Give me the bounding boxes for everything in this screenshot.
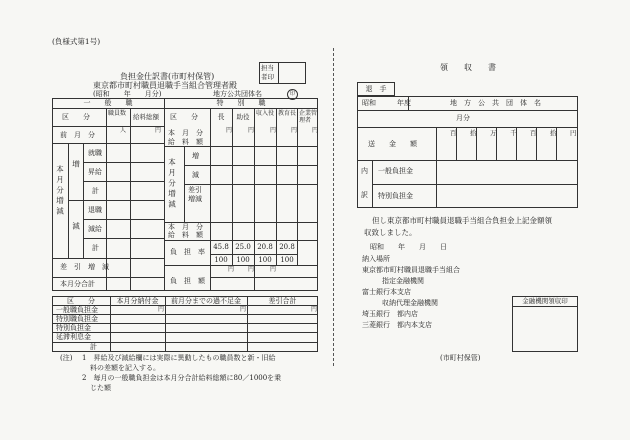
unit-yen-s1: 円 — [226, 127, 233, 134]
note-line-4: じた額 — [90, 384, 111, 392]
era-year: 昭和 年度 — [362, 99, 411, 107]
burden-rate-label: 負 担 率 — [170, 248, 205, 256]
breakdown-side-2: 訳 — [361, 191, 368, 199]
summary-unit-2: 円 — [240, 306, 247, 313]
digit-man: 万 — [490, 129, 497, 137]
summary-row-interest: 延滞利息金 — [56, 333, 91, 341]
current-special-1: 本 月 分 — [168, 223, 203, 231]
burden-amount-label: 負 担 額 — [170, 277, 205, 285]
unit-yen-s5: 円 — [312, 127, 319, 134]
prev-special-1: 本 月 分 — [168, 129, 203, 137]
statement-line-1: 但し東京都市町村職員退職手当組合負担金上記金額領 — [372, 216, 552, 225]
breakdown-special: 特別負担金 — [378, 192, 413, 200]
denom-treasurer: 100 — [258, 256, 272, 264]
denom-vice: 100 — [236, 256, 250, 264]
org-name-label: 地 方 公 共 団 体 名 — [450, 99, 541, 107]
special-kubun: 区 分 — [170, 113, 198, 121]
unit-yen-b3: 円 — [270, 266, 277, 273]
breakdown-general: 一般負担金 — [378, 167, 413, 175]
receipt-title: 領 収 書 — [440, 63, 496, 72]
unit-yen-s2: 円 — [248, 127, 255, 134]
form-number: (負様式第1号) — [52, 37, 101, 46]
bank-mitsubishi: 三菱銀行 都内本支店 — [362, 321, 432, 329]
breakdown-side-1: 内 — [361, 167, 368, 175]
denom-chief: 100 — [214, 256, 228, 264]
period: (昭和 年 月分) — [93, 90, 162, 98]
unit-yen-b1: 円 — [228, 266, 235, 273]
rate-vice: 25.0 — [235, 243, 251, 251]
inspector-label-1: 担当 — [261, 64, 274, 72]
denom-education: 100 — [280, 256, 294, 264]
digit-hundred-1: 百 — [450, 129, 457, 137]
unit-person: 人 — [120, 127, 127, 134]
current-special-2: 給 料 額 — [168, 231, 203, 239]
special-chief: 長 — [217, 113, 225, 121]
dec-label: 減 — [71, 222, 81, 233]
rate-treasurer: 20.8 — [257, 243, 273, 251]
special-education: 教育長 — [278, 110, 297, 117]
form-title: 負担金仕訳書(市町村保管) — [120, 72, 215, 81]
receipt-stamp-label: 金融機関領収印 — [522, 297, 568, 305]
inc-label: 増 — [71, 160, 81, 171]
inc-item-total: 計 — [92, 187, 99, 195]
unit-yen-s4: 円 — [291, 127, 298, 134]
payee-name: 東京都市町村職員退職手当組合 — [362, 266, 460, 274]
dec-item-total: 計 — [92, 244, 99, 252]
org-line: 地方公共団体名 — [213, 90, 262, 98]
payee-place: 納入場所 — [362, 255, 390, 263]
summary-row-general: 一般職負担金 — [56, 306, 98, 314]
digit-ten-1: 拾 — [470, 129, 477, 137]
special-net: 差引増減 — [188, 186, 202, 203]
digit-ten-2: 拾 — [550, 129, 557, 137]
general-count-header: 職員数 — [108, 110, 127, 117]
month-total-label: 本月分合計 — [60, 280, 95, 288]
inspector-label-2: 者印 — [261, 73, 274, 81]
amount-label: 送 金 額 — [368, 140, 417, 148]
agent-label: 収納代理金融機関 — [382, 299, 438, 307]
note-line-3: 2 毎月の一般職負担金は本月分合計給料総額に80／1000を乗 — [82, 374, 282, 382]
summary-header-kubun: 区 分 — [67, 297, 95, 305]
rate-education: 20.8 — [279, 243, 295, 251]
inc-item-raise: 昇給 — [88, 168, 102, 176]
summary-row-special: 特別職負担金 — [56, 315, 98, 323]
net-change-label: 差 引 増 減 — [60, 263, 109, 271]
general-header: 一 般 職 — [83, 99, 133, 107]
bank-fuji: 富士銀行本支店 — [362, 288, 411, 296]
designated-label: 指定金融機関 — [382, 277, 424, 285]
summary-header-payment: 本月分納付金 — [116, 297, 159, 305]
rate-chief: 45.8 — [213, 243, 229, 251]
summary-unit-1: 円 — [158, 306, 165, 313]
special-inc: 増 — [192, 152, 199, 160]
perforation-line — [333, 48, 334, 366]
digit-yen: 円 — [570, 129, 577, 137]
general-total-header: 給料総額 — [133, 113, 159, 121]
month-label: 月分 — [456, 114, 470, 122]
notes-label: (注) — [60, 354, 73, 362]
receipt-footer: (市町村保管) — [440, 354, 481, 362]
prev-month-label: 前 月 分 — [60, 131, 95, 139]
special-header: 特 別 職 — [216, 99, 266, 107]
unit-yen-general: 円 — [155, 127, 162, 134]
date-line: 昭和 年 月 日 — [370, 243, 447, 251]
inc-item-hire: 就職 — [88, 149, 102, 157]
unit-yen-s3: 円 — [270, 127, 277, 134]
prev-special-2: 給 料 額 — [168, 138, 203, 146]
bank-saitama: 埼玉銀行 都内店 — [362, 310, 418, 318]
statement-line-2: 収致しました。 — [364, 228, 417, 237]
note-line-2: 料の差額を記入する。 — [90, 364, 160, 372]
receipt-tab-label: 退 手 — [365, 85, 387, 93]
special-treasurer: 収入役 — [256, 110, 275, 117]
special-dec: 減 — [192, 171, 199, 179]
digit-thousand: 千 — [510, 129, 517, 137]
summary-header-adjust: 前月分までの過不足金 — [171, 297, 241, 305]
unit-yen-b2: 円 — [248, 266, 255, 273]
side-label: 本月分増減 — [55, 165, 65, 218]
summary-row-total: 計 — [90, 343, 97, 351]
special-side-label: 本月分増減 — [167, 158, 177, 211]
summary-header-total: 差引合計 — [268, 297, 297, 305]
special-vice: 助役 — [236, 113, 250, 121]
note-line-1: 1 昇給及び減給欄には実際に異動したもの職員数と新・旧給 — [82, 354, 276, 362]
digit-hundred-2: 百 — [530, 129, 537, 137]
seal-mark: 印 — [287, 89, 298, 100]
special-enterprise: 企業管理者 — [299, 110, 318, 124]
general-kubun: 区 分 — [62, 113, 90, 121]
addressee: 東京都市町村職員退職手当組合管理者殿 — [93, 81, 237, 90]
dec-item-retire: 退職 — [88, 206, 102, 214]
dec-item-cut: 減給 — [88, 225, 102, 233]
summary-row-extra: 特別負担金 — [56, 324, 91, 332]
summary-unit-3: 円 — [311, 306, 318, 313]
